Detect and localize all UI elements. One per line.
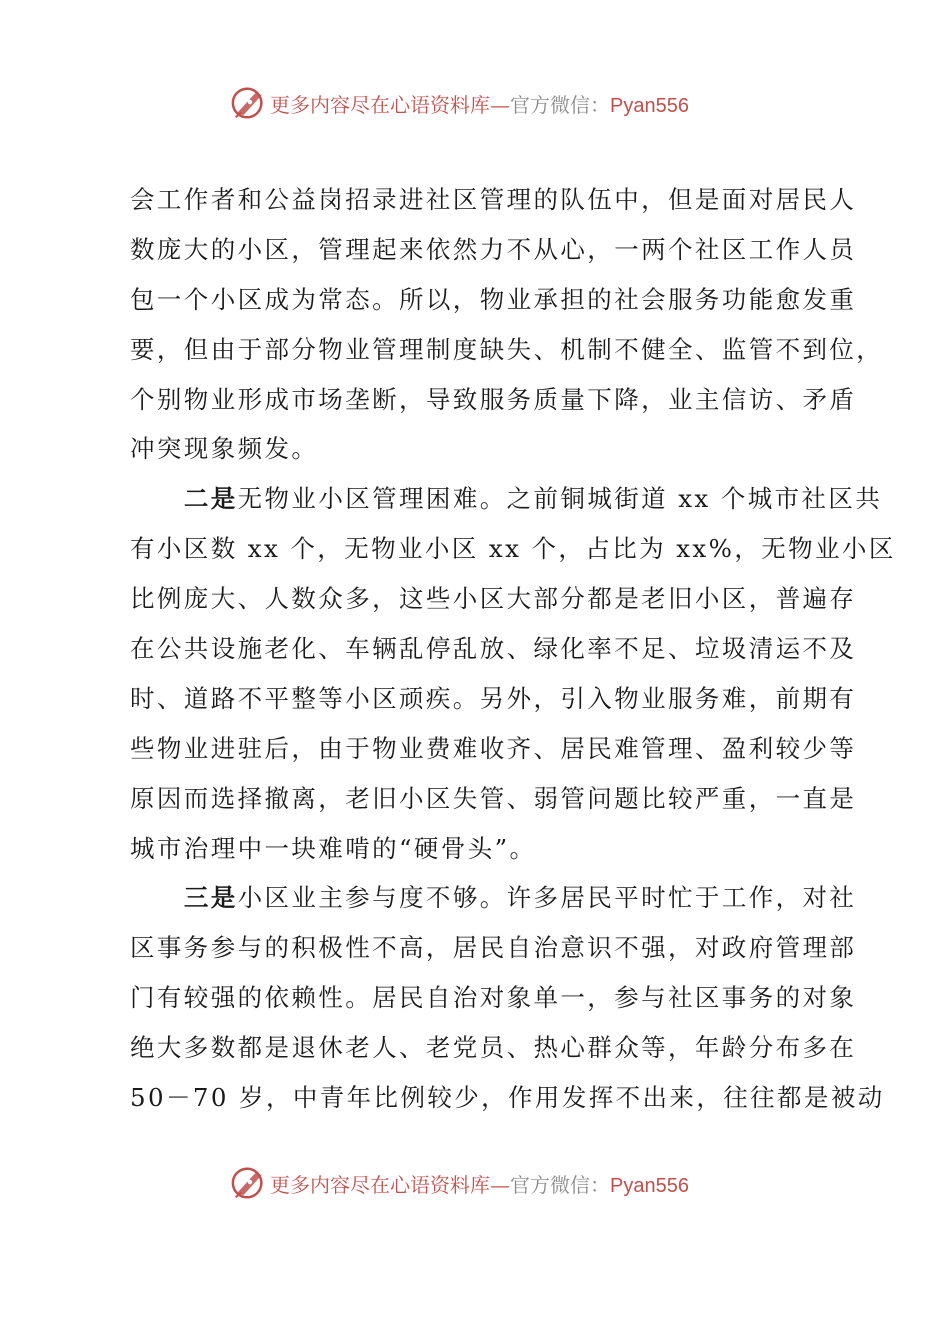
paragraph-3 bbox=[130, 873, 885, 1122]
banner-wechat-id: Pyan556 bbox=[610, 1174, 689, 1197]
text-line: 城市治理中一块难啃的“硬骨头”。 bbox=[130, 833, 537, 863]
text-line: 些物业进驻后，由于物业费难收齐、居民难管理、盈利较少等 bbox=[130, 733, 857, 763]
paragraph-lead: 三是 bbox=[183, 883, 238, 913]
header-banner-text bbox=[270, 89, 689, 118]
text-line: 时、道路不平整等小区顽疾。另外，引入物业服务难，前期有 bbox=[130, 683, 857, 713]
text-line: 区事务参与的积极性不高，居民自治意识不强，对政府管理部 bbox=[130, 933, 857, 963]
text-line: 个别物业形成市场垄断，导致服务质量下降，业主信访、矛盾 bbox=[130, 384, 857, 414]
body-text bbox=[130, 175, 896, 1123]
text-line: 门有较强的依赖性。居民自治对象单一，参与社区事务的对象 bbox=[130, 983, 857, 1013]
text-line: 包一个小区成为常态。所以，物业承担的社会服务功能愈发重 bbox=[130, 284, 857, 314]
pen-nib-icon bbox=[230, 84, 268, 122]
text-line bbox=[130, 474, 883, 524]
header-banner bbox=[230, 83, 750, 123]
banner-wechat-id: Pyan556 bbox=[610, 94, 689, 117]
paragraph-first-line: 小区业主参与度不够。许多居民平时忙于工作，对社 bbox=[237, 883, 857, 913]
text-line: 比例庞大、人数众多，这些小区大部分都是老旧小区，普遍存 bbox=[130, 584, 857, 614]
text-line: 在公共设施老化、车辆乱停乱放、绿化率不足、垃圾清运不及 bbox=[130, 634, 857, 664]
footer-banner-text bbox=[270, 1169, 689, 1198]
paragraph-1 bbox=[130, 175, 884, 474]
text-line: 数庞大的小区，管理起来依然力不从心，一两个社区工作人员 bbox=[130, 234, 857, 264]
text-line: 会工作者和公益岗招录进社区管理的队伍中，但是面对居民人 bbox=[130, 185, 857, 214]
text-line: 有小区数 xx 个，无物业小区 xx 个，占比为 xx%，无物业小区 bbox=[130, 534, 896, 564]
text-line: 原因而选择撤离，老旧小区失管、弱管问题比较严重，一直是 bbox=[130, 783, 857, 813]
text-line bbox=[130, 873, 857, 923]
banner-wechat-label: 官方微信： bbox=[510, 1172, 610, 1197]
paragraph-lead: 二是 bbox=[183, 484, 238, 514]
text-line: 要，但由于部分物业管理制度缺失、机制不健全、监管不到位， bbox=[130, 334, 884, 364]
banner-main-text: 更多内容尽在心语资料库— bbox=[270, 92, 510, 117]
text-line: 冲突现象频发。 bbox=[130, 434, 319, 464]
banner-main-text: 更多内容尽在心语资料库— bbox=[270, 1172, 510, 1197]
paragraph-first-line: 无物业小区管理困难。之前铜城街道 xx 个城市社区共 bbox=[237, 484, 883, 514]
pen-nib-icon bbox=[230, 1164, 268, 1202]
paragraph-2 bbox=[130, 474, 896, 873]
banner-wechat-label: 官方微信： bbox=[510, 92, 610, 117]
footer-banner bbox=[230, 1163, 750, 1203]
text-line: 50－70 岁，中青年比例较少，作用发挥不出来，往往都是被动 bbox=[130, 1083, 885, 1113]
text-line: 绝大多数都是退休老人、老党员、热心群众等，年龄分布多在 bbox=[130, 1033, 857, 1063]
